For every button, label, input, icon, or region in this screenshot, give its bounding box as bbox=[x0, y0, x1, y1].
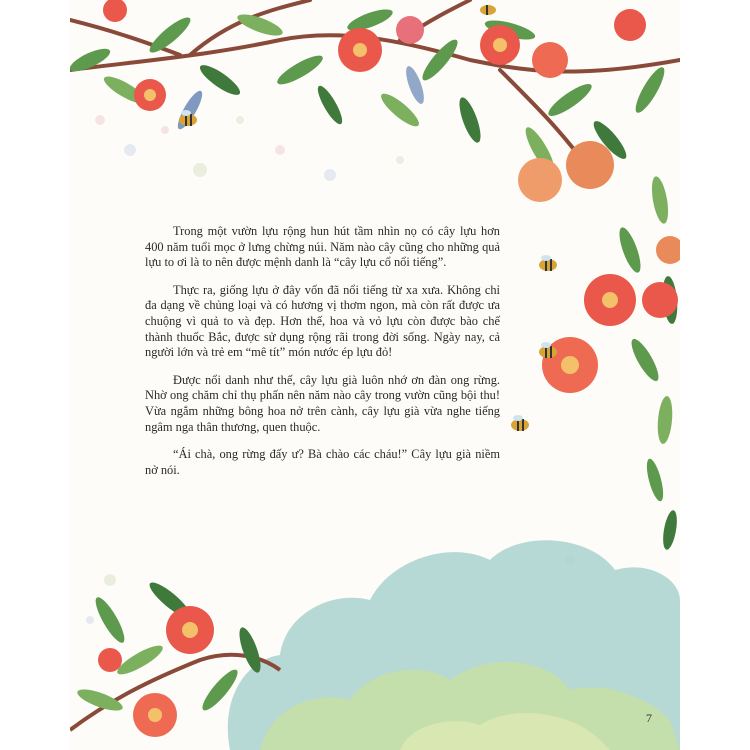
page-number: 7 bbox=[646, 711, 652, 725]
paragraph-2: Thực ra, giống lựu ở đây vốn đã nổi tiếng từ xa xưa. Không chỉ đa dạng về chủng loại và có hương vị thơm ngon, mà còn rất được ưa chuộng vì quả to và đẹp. Hơn thế, hoa và vỏ lựu còn được bào chế thành thuốc Bắc, được sử dụng rộng rãi trong đời sống. Ngày nay, cả người lớn và trẻ em “mê tít” món nước ép lựu đỏ! bbox=[145, 282, 500, 360]
story-text bbox=[145, 224, 500, 490]
watercolor-bush bbox=[228, 540, 680, 750]
paragraph-1: Trong một vườn lựu rộng hun hút tầm nhìn nọ có cây lựu hơn 400 năm tuổi mọc ở lưng chừng núi. Năm nào cây cũng cho những quả lựu to ơi là to nên được mệnh danh là “cây lựu cổ nổi tiếng”. bbox=[145, 224, 500, 270]
book-page bbox=[70, 0, 680, 750]
paragraph-3: Được nổi danh như thế, cây lựu già luôn nhớ ơn đàn ong rừng. Nhờ ong chăm chỉ thụ phấn nên năm nào cây trong vườn cũng bội thu! Vừa ngắm những bông hoa nở trên cành, cây lựu già vừa nghe tiếng ngâm nga thân thương, quen thuộc. bbox=[145, 372, 500, 434]
paragraph-4: “Ái chà, ong rừng đấy ư? Bà chào các cháu!” Cây lựu già niềm nở nói. bbox=[145, 447, 500, 477]
